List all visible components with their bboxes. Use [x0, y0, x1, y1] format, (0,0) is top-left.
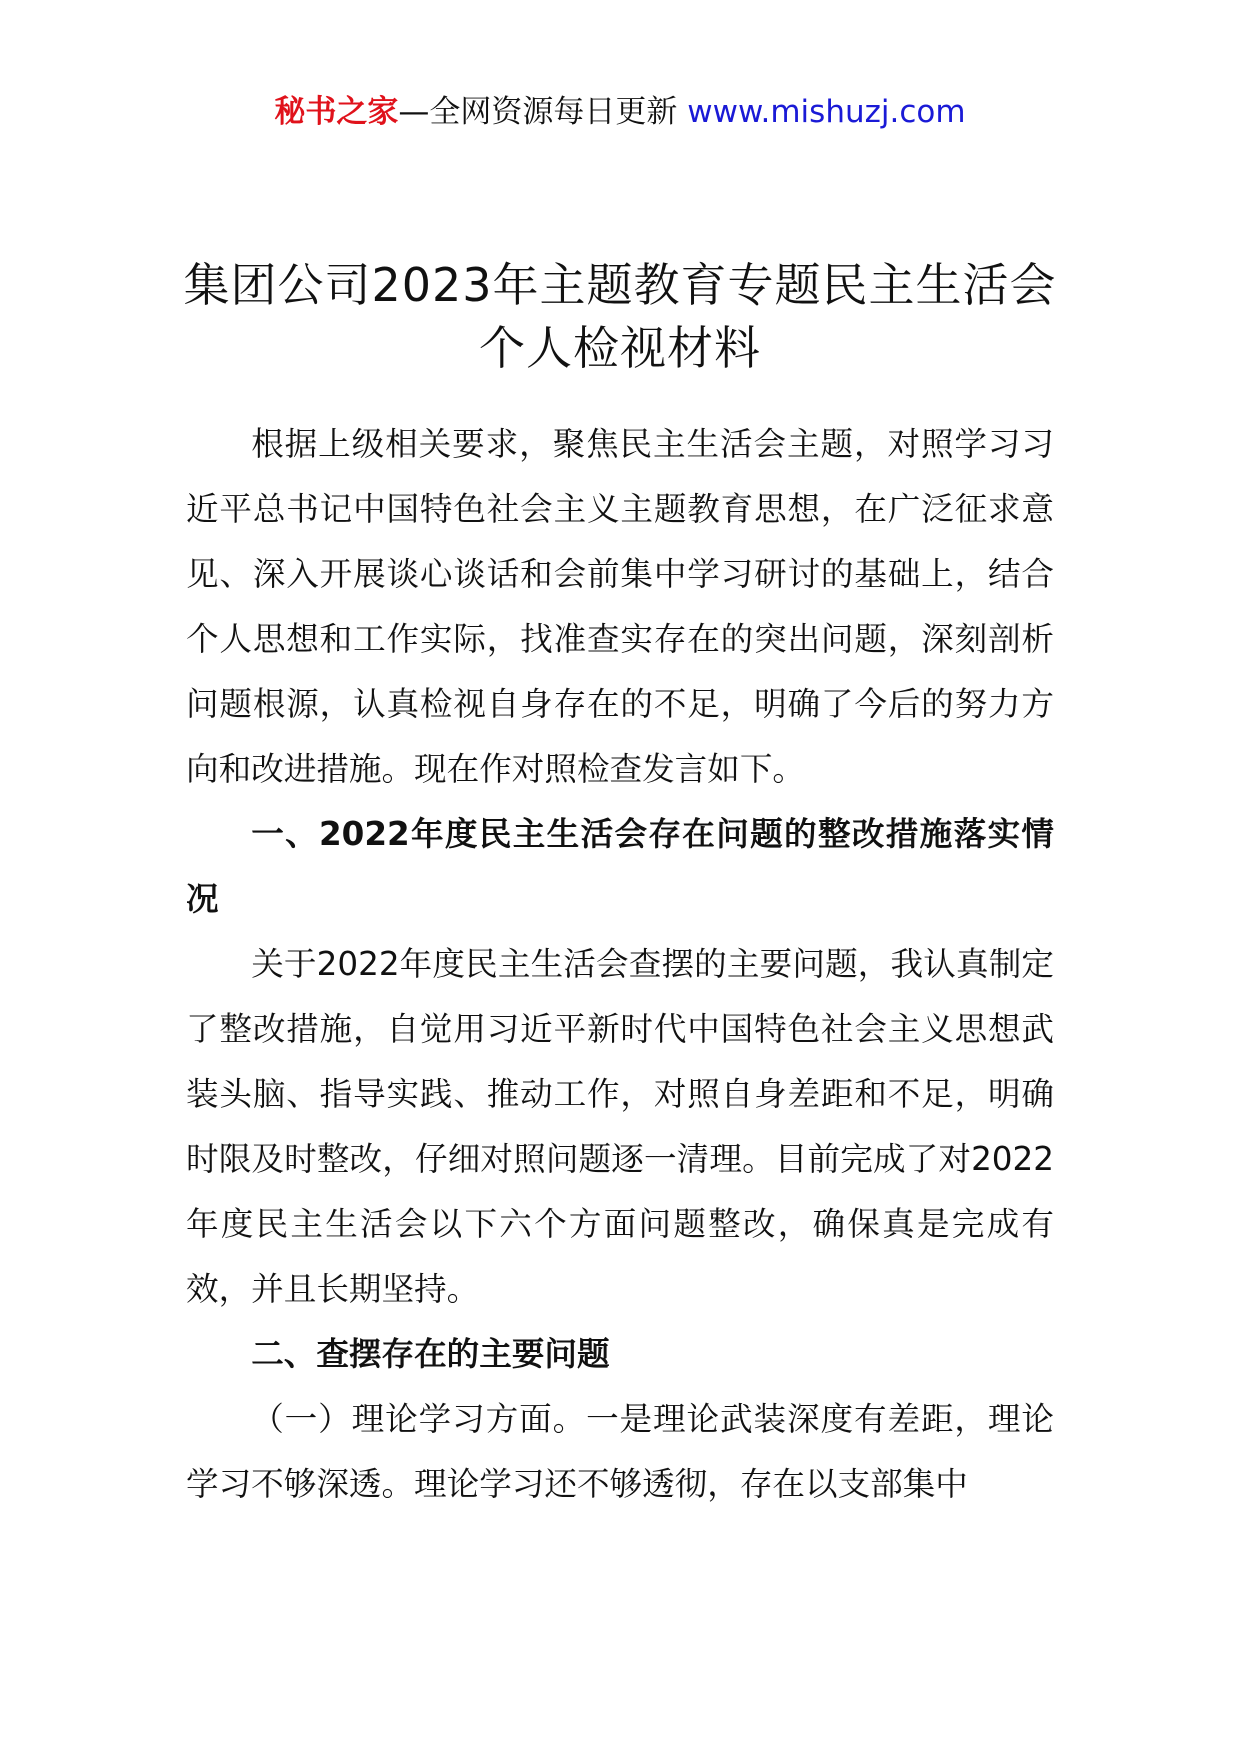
intro-paragraph: 根据上级相关要求，聚焦民主生活会主题，对照学习习近平总书记中国特色社会主义主题教育思想，在广泛征求意见、深入开展谈心谈话和会前集中学习研讨的基础上，结合个人思想和工作实际，找准查实存在的突出问题，深刻剖析问题根源，认真检视自身存在的不足，明确了今后的努力方向和改进措施。现在作对照检查发言如下。: [186, 425, 1054, 788]
document-body: [186, 412, 1054, 1517]
title-line-1: 集团公司2023年主题教育专题民主生活会: [183, 258, 1057, 312]
section-1-paragraph: 关于2022年度民主生活会查摆的主要问题，我认真制定了整改措施，自觉用习近平新时代中国特色社会主义思想武装头脑、指导实践、推动工作，对照自身差距和不足，明确时限及时整改，仔细对照问题逐一清理。目前完成了对2022年度民主生活会以下六个方面问题整改，确保真是完成有效，并且长期坚持。: [186, 945, 1054, 1308]
header-tagline: —全网资源每日更新: [398, 94, 688, 130]
site-header: [0, 92, 1240, 132]
title-line-2: 个人检视材料: [479, 321, 761, 375]
brand-name: 秘书之家: [274, 94, 399, 130]
section-heading-1: 一、2022年度民主生活会存在问题的整改措施落实情况: [186, 815, 1054, 918]
site-url-link[interactable]: www.mishuzj.com: [687, 94, 966, 130]
section-2-paragraph: （一）理论学习方面。一是理论武装深度有差距，理论学习不够深透。理论学习还不够透彻，存在以支部集中: [186, 1400, 1054, 1503]
section-heading-2: 二、查摆存在的主要问题: [251, 1335, 610, 1373]
document-title: [130, 254, 1110, 380]
